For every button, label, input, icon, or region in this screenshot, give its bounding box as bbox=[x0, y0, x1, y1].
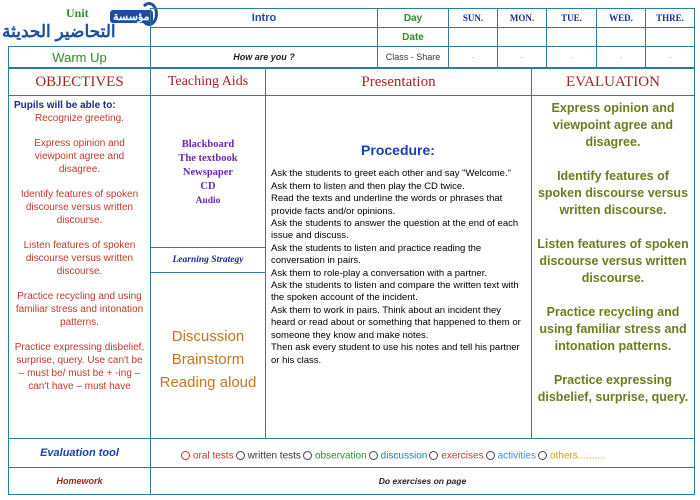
objective-item: Express opinion and viewpoint agree and disagree. bbox=[34, 138, 125, 175]
strategy-item: Reading aloud bbox=[159, 374, 257, 391]
procedure-line: Ask the students to listen and compare the written text with the spoken account of the incident. bbox=[271, 280, 519, 304]
written-tests-label: written tests bbox=[247, 450, 301, 462]
share-wed: - bbox=[596, 46, 646, 68]
observation-checkbox[interactable] bbox=[303, 451, 312, 460]
evaluation-item: Practice recycling and using familiar stress and intonation patterns. bbox=[539, 305, 687, 353]
observation-label: observation bbox=[314, 450, 367, 462]
discussion-label: discussion bbox=[380, 450, 428, 462]
strategy-item: Discussion bbox=[171, 328, 245, 345]
day-sun: SUN. bbox=[448, 8, 498, 28]
exercises-label: exercises bbox=[441, 450, 484, 462]
aid-item: Newspaper bbox=[182, 167, 234, 178]
procedure-line: Ask them to role-play a conversation with a partner. bbox=[271, 267, 487, 279]
procedure-line: Read the texts and underline the words or phrases that provide facts and/or opinions. bbox=[271, 193, 503, 217]
written-tests-checkbox[interactable] bbox=[236, 451, 245, 460]
date-label: Date bbox=[377, 27, 449, 47]
homework-label: Homework bbox=[8, 467, 151, 495]
objective-item: Practice recycling and using familiar stress and intonation patterns. bbox=[15, 291, 144, 328]
warm-up-label: Warm Up bbox=[8, 46, 151, 68]
day-label: Day bbox=[377, 8, 449, 28]
aid-item: The textbook bbox=[178, 153, 238, 164]
evaluation-item: Express opinion and viewpoint agree and disagree. bbox=[551, 101, 675, 149]
intro-blank bbox=[150, 27, 378, 47]
objective-item: Recognize greeting. bbox=[35, 113, 124, 124]
evaluation-heading: EVALUATION bbox=[531, 68, 695, 96]
evaluation-item: Identify features of spoken discourse versus written discourse. bbox=[537, 169, 689, 217]
strategy-item: Brainstorm bbox=[171, 351, 245, 368]
aid-item: Blackboard bbox=[181, 139, 235, 150]
others-label: others.......... bbox=[549, 450, 606, 462]
date-tue[interactable] bbox=[546, 27, 597, 47]
exercises-checkbox[interactable] bbox=[429, 451, 438, 460]
objective-item: Listen features of spoken discourse versus written discourse. bbox=[23, 240, 136, 277]
evaluation-column bbox=[531, 95, 695, 439]
oral-tests-label: oral tests bbox=[193, 450, 234, 462]
procedure-title: Procedure: bbox=[361, 142, 435, 158]
logo-line2: التحاضير الحديثة bbox=[2, 22, 116, 41]
share-thu: - bbox=[645, 46, 695, 68]
date-sun[interactable] bbox=[448, 27, 498, 47]
procedure-line: Ask the students to answer the question at the end of each issue and discuss. bbox=[271, 218, 519, 242]
date-thu[interactable] bbox=[645, 27, 695, 47]
date-wed[interactable] bbox=[596, 27, 646, 47]
day-thu: THRE. bbox=[645, 8, 695, 28]
homework-text: Do exercises on page bbox=[150, 467, 695, 495]
day-tue: TUE. bbox=[546, 8, 597, 28]
objective-item: Identify features of spoken discourse versus written discourse. bbox=[20, 189, 139, 226]
procedure-line: Then ask every student to use his notes and tell his partner or his class. bbox=[271, 342, 520, 366]
teaching-aids-heading: Teaching Aids bbox=[150, 68, 266, 96]
how-are-you: How are you ? bbox=[150, 46, 378, 68]
aid-item: Audio bbox=[195, 196, 221, 206]
evaluation-tool-options bbox=[150, 438, 695, 468]
presentation-heading: Presentation bbox=[265, 68, 532, 96]
activities-label: activities bbox=[497, 450, 536, 462]
procedure-line: Ask them to listen and then play the CD twice. bbox=[271, 180, 465, 192]
evaluation-tool-label: Evaluation tool bbox=[8, 438, 151, 468]
objectives-heading: OBJECTIVES bbox=[8, 68, 151, 96]
objectives-lead: Pupils will be able to: bbox=[14, 100, 116, 111]
teaching-aids-box bbox=[150, 95, 266, 248]
share-mon: - bbox=[497, 46, 547, 68]
date-mon[interactable] bbox=[497, 27, 547, 47]
learning-strategy-label: Learning Strategy bbox=[150, 247, 266, 273]
class-share: Class - Share bbox=[377, 46, 449, 68]
others-checkbox[interactable] bbox=[538, 451, 547, 460]
logo bbox=[0, 2, 150, 46]
objectives-column bbox=[8, 95, 151, 439]
logo-line1: مؤسسة bbox=[110, 10, 153, 23]
evaluation-item: Practice expressing disbelief, surprise, query. bbox=[537, 373, 689, 404]
intro-cell: Intro bbox=[150, 8, 378, 28]
share-tue: - bbox=[546, 46, 597, 68]
discussion-checkbox[interactable] bbox=[369, 451, 378, 460]
day-mon: MON. bbox=[497, 8, 547, 28]
share-sun: - bbox=[448, 46, 498, 68]
unit-label: Unit bbox=[66, 6, 89, 20]
activities-checkbox[interactable] bbox=[486, 451, 495, 460]
procedure-line: Ask the students to greet each other and say "Welcome." bbox=[271, 168, 511, 180]
procedure-line: Ask them to work in pairs. Think about an incident they heard or read about or something that happened to them or someone they know and make notes. bbox=[271, 304, 521, 341]
day-wed: WED. bbox=[596, 8, 646, 28]
oral-tests-checkbox[interactable] bbox=[181, 451, 190, 460]
presentation-column bbox=[265, 95, 532, 439]
objective-item: Practice expressing disbelief, surprise, query. Use can't be – must be/ must be + -ing – can't have – must have bbox=[14, 342, 145, 392]
evaluation-item: Listen features of spoken discourse versus written discourse. bbox=[537, 237, 689, 285]
strategies-box bbox=[150, 272, 266, 439]
procedure-line: Ask the students to listen and practice reading the conversation in pairs. bbox=[271, 242, 482, 267]
aid-item: CD bbox=[200, 181, 216, 192]
